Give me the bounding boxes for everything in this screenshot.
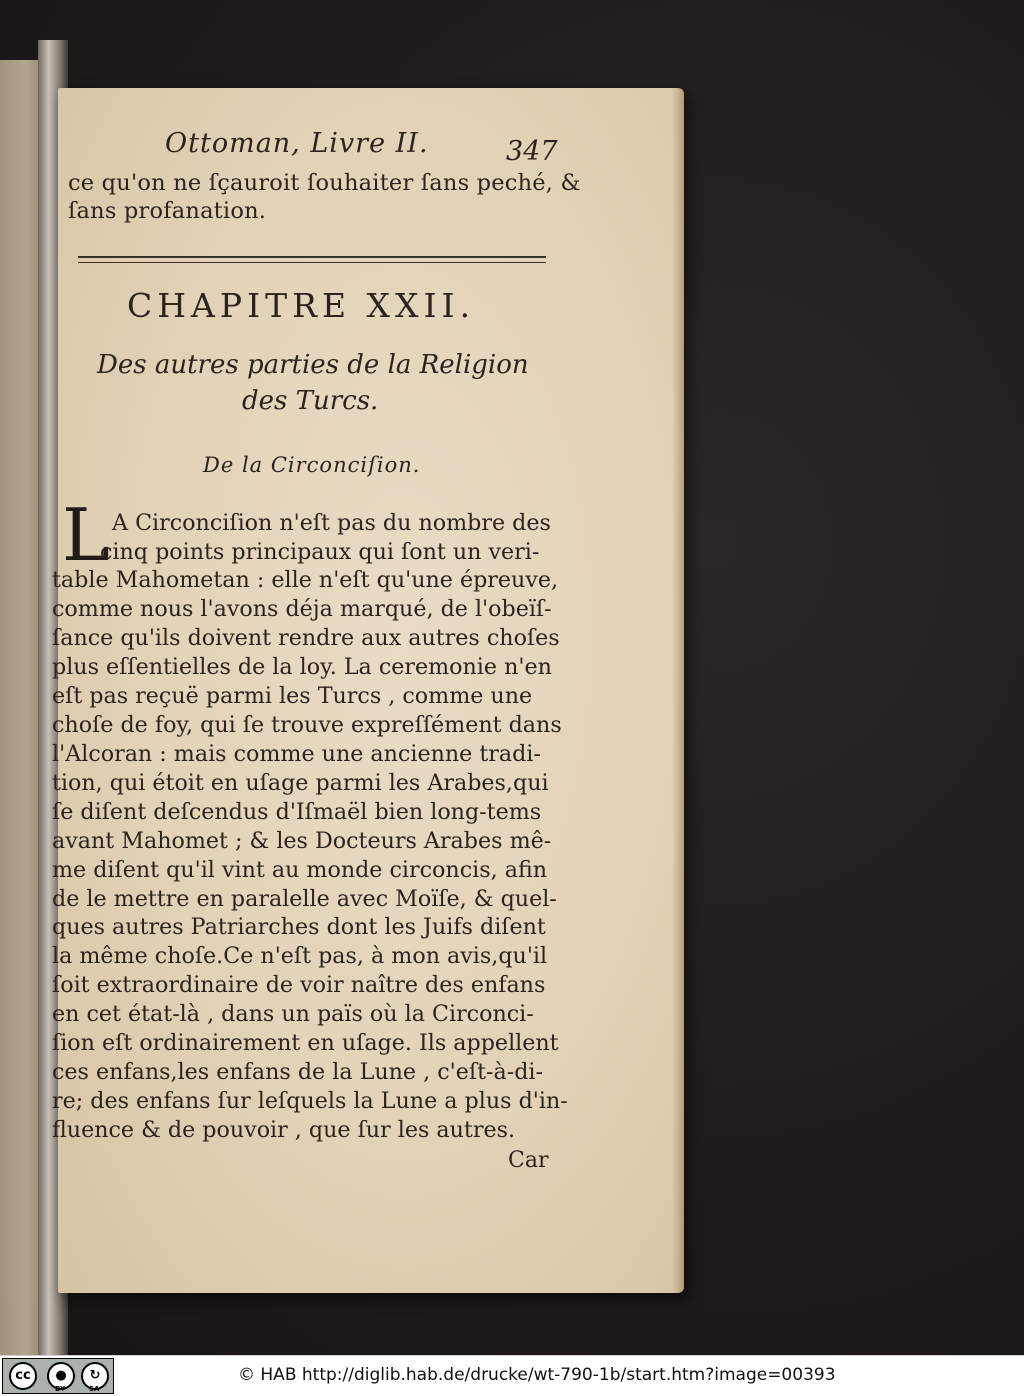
cc-icon: cc	[9, 1362, 37, 1390]
body-line: fluence & de pouvoir , que ſur les autres.	[52, 1117, 516, 1143]
attribution-icon: ●	[47, 1362, 75, 1390]
page-number: 347	[506, 136, 558, 167]
top-line: ſans profanation.	[68, 198, 267, 224]
running-head: Ottoman, Livre II.	[165, 128, 429, 159]
body-line: avant Mahomet ; & les Docteurs Arabes mê-	[52, 828, 552, 854]
body-line: table Mahometan : elle n'eſt qu'une épreuve,	[52, 567, 559, 593]
body-line: de le mettre en paralelle avec Moïſe, & quel-	[52, 886, 557, 912]
body-line: tion, qui étoit en uſage parmi les Arabes,qui	[52, 770, 549, 796]
body-line: la même choſe.Ce n'eſt pas, à mon avis,qu'il	[52, 943, 548, 969]
section-title: De la Circonciſion.	[203, 453, 421, 477]
share-alike-icon: ↻	[81, 1362, 109, 1390]
body-line: l'Alcoran : mais comme une ancienne tradi-	[52, 741, 541, 767]
body-line: ques autres Patriarches dont les Juifs diſent	[52, 914, 546, 940]
cc-license-badge[interactable]	[2, 1358, 114, 1394]
body-line: me diſent qu'il vint au monde circoncis, afin	[52, 857, 548, 883]
chapter-title: CHAPITRE XXII.	[127, 286, 476, 325]
body-line: eſt pas reçuë parmi les Turcs , comme une	[52, 683, 533, 709]
body-line: cinq points principaux qui ſont un veri-	[100, 539, 540, 565]
body-line: ces enfans,les enfans de la Lune , c'eſt-à-di-	[52, 1059, 544, 1085]
by-label: BY	[55, 1385, 66, 1393]
body-line: ſance qu'ils doivent rendre aux autres choſes	[52, 625, 560, 651]
drop-cap: L	[62, 493, 110, 577]
section-rule	[78, 256, 546, 263]
body-line: ſoit extraordinaire de voir naître des enfans	[52, 972, 546, 998]
body-line: ſe diſent deſcendus d'Iſmaël bien long-tems	[52, 799, 542, 825]
chapter-subtitle-line: des Turcs.	[242, 386, 379, 416]
chapter-subtitle-line: Des autres parties de la Religion	[97, 350, 529, 380]
top-line: ce qu'on ne ſçauroit ſouhaiter ſans peché, &	[68, 170, 581, 196]
citation-link[interactable]: © HAB http://diglib.hab.de/drucke/wt-790-1b/start.htm?image=00393	[238, 1365, 836, 1385]
body-line: choſe de foy, qui ſe trouve expreſſément dans	[52, 712, 562, 738]
catchword: Car	[508, 1148, 549, 1173]
body-line: A Circonciſion n'eſt pas du nombre des	[112, 510, 551, 536]
body-line: re; des enfans ſur leſquels la Lune a plus d'in-	[52, 1088, 568, 1114]
body-line: comme nous l'avons déja marqué, de l'obeïſ-	[52, 596, 552, 622]
sa-label: SA	[89, 1385, 100, 1393]
footer-bar	[0, 1355, 1024, 1396]
body-line: ſion eſt ordinairement en uſage. Ils appellent	[52, 1030, 559, 1056]
body-line: en cet état-là , dans un païs où la Circonci-	[52, 1001, 534, 1027]
body-line: plus eſſentielles de la loy. La ceremonie n'en	[52, 654, 552, 680]
